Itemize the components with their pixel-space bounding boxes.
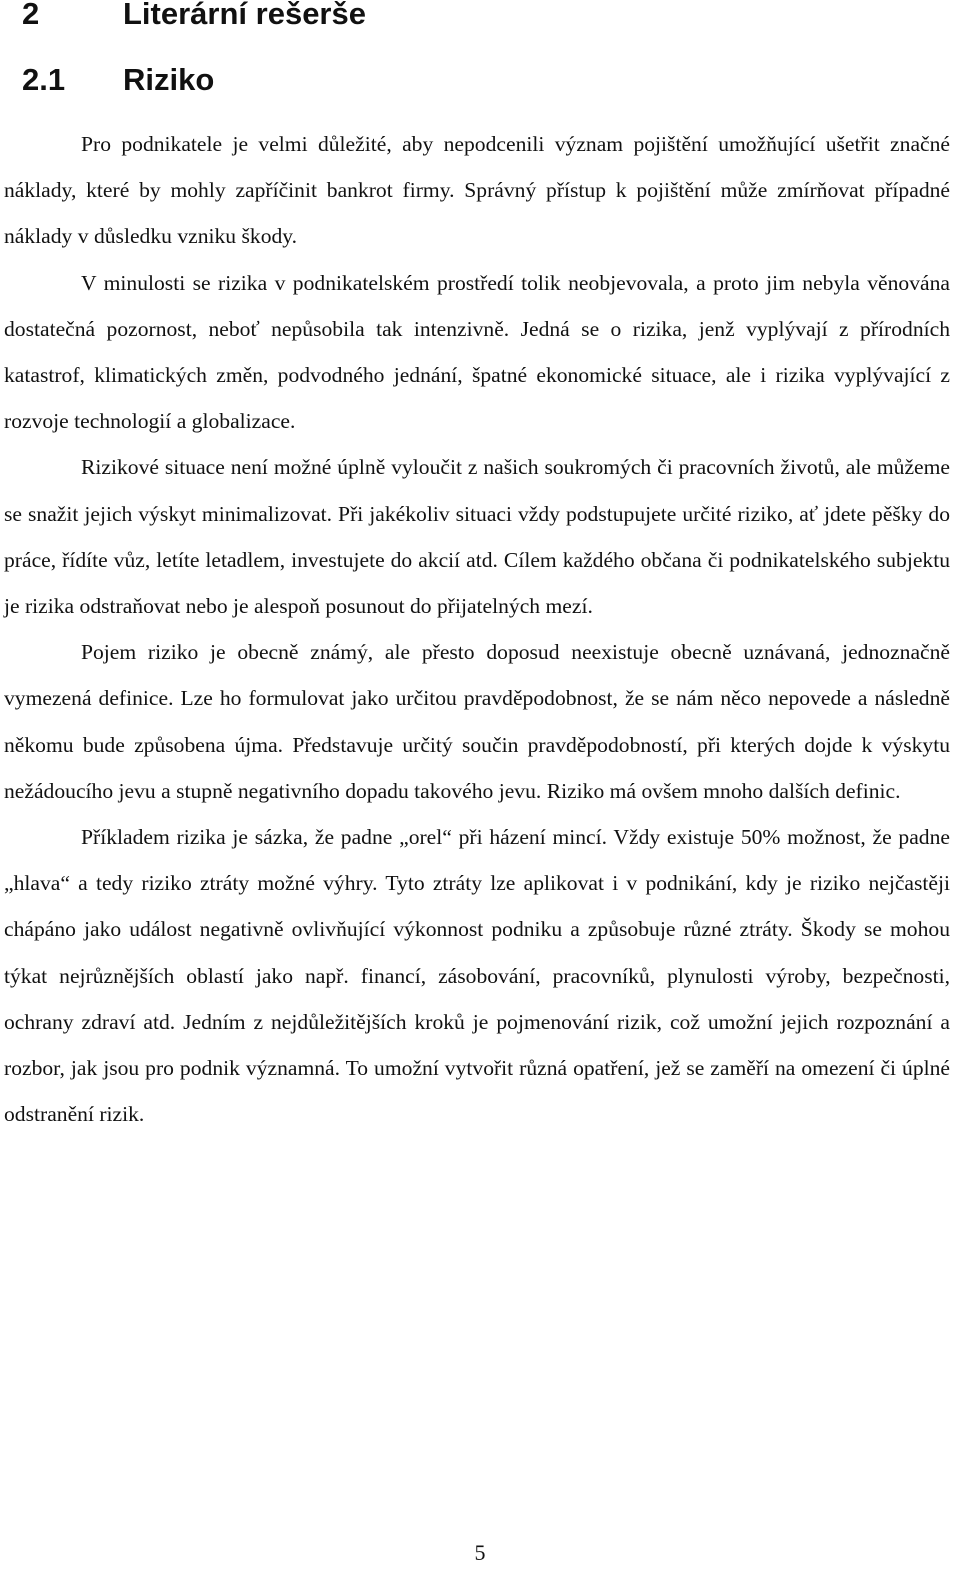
section-number: 2.1	[22, 62, 66, 97]
body-text	[4, 121, 950, 1137]
chapter-number: 2	[22, 0, 40, 31]
paragraph-2: V minulosti se rizika v podnikatelském prostředí tolik neobjevovala, a proto jim nebyla věnována dostatečná pozornost, neboť nepůsobila tak intenzivně. Jedná se o rizika, jenž vyplývají z přírodních katastrof, klimatických změn, podvodného jednání, špatné ekonomické situace, ale i rizika vyplývající z rozvoje technologií a globalizace.	[4, 270, 950, 434]
section-heading	[22, 62, 214, 98]
paragraph-5: Příkladem rizika je sázka, že padne „orel“ při házení mincí. Vždy existuje 50% možnost, že padne „hlava“ a tedy riziko ztráty možné výhry. Tyto ztráty lze aplikovat i v podnikání, kdy je riziko nejčastěji chápáno jako událost negativně ovlivňující výkonnost podniku a způsobuje různé ztráty. Škody se mohou týkat nejrůznějších oblastí jako např. financí, zásobování, pracovníků, plynulosti výroby, bezpečnosti, ochrany zdraví atd. Jedním z nejdůležitějších kroků je pojmenování rizik, což umožní jejich rozpoznání a rozbor, jak jsou pro podnik významná. To umožní vytvořit různá opatření, jež se zaměří na omezení či úplné odstranění rizik.	[4, 825, 950, 1127]
chapter-heading	[22, 0, 366, 32]
section-title: Riziko	[123, 62, 215, 97]
paragraph-4: Pojem riziko je obecně známý, ale přesto doposud neexistuje obecně uznávaná, jednoznačně vymezená definice. Lze ho formulovat jako určitou pravděpodobnost, že se nám něco nepovede a následně někomu bude způsobena újma. Představuje určitý součin pravděpodobností, při kterých dojde k výskytu nežádoucího jevu a stupně negativního dopadu takového jevu. Riziko má ovšem mnoho dalších definic.	[4, 640, 950, 803]
page-number: 5	[474, 1540, 486, 1565]
paragraph-3: Rizikové situace není možné úplně vyloučit z našich soukromých či pracovních životů, ale můžeme se snažit jejich výskyt minimalizovat. Při jakékoliv situaci vždy podstupujete určité riziko, ať jdete pěšky do práce, řídíte vůz, letíte letadlem, investujete do akcií atd. Cílem každého občana či podnikatelského subjektu je rizika odstraňovat nebo je alespoň posunout do přijatelných mezí.	[4, 455, 950, 619]
chapter-title: Literární rešerše	[123, 0, 366, 31]
paragraph-1: Pro podnikatele je velmi důležité, aby nepodcenili význam pojištění umožňující ušetřit značné náklady, které by mohly zapříčinit bankrot firmy. Správný přístup k pojištění může zmírňovat případné náklady v důsledku vzniku škody.	[4, 132, 950, 249]
